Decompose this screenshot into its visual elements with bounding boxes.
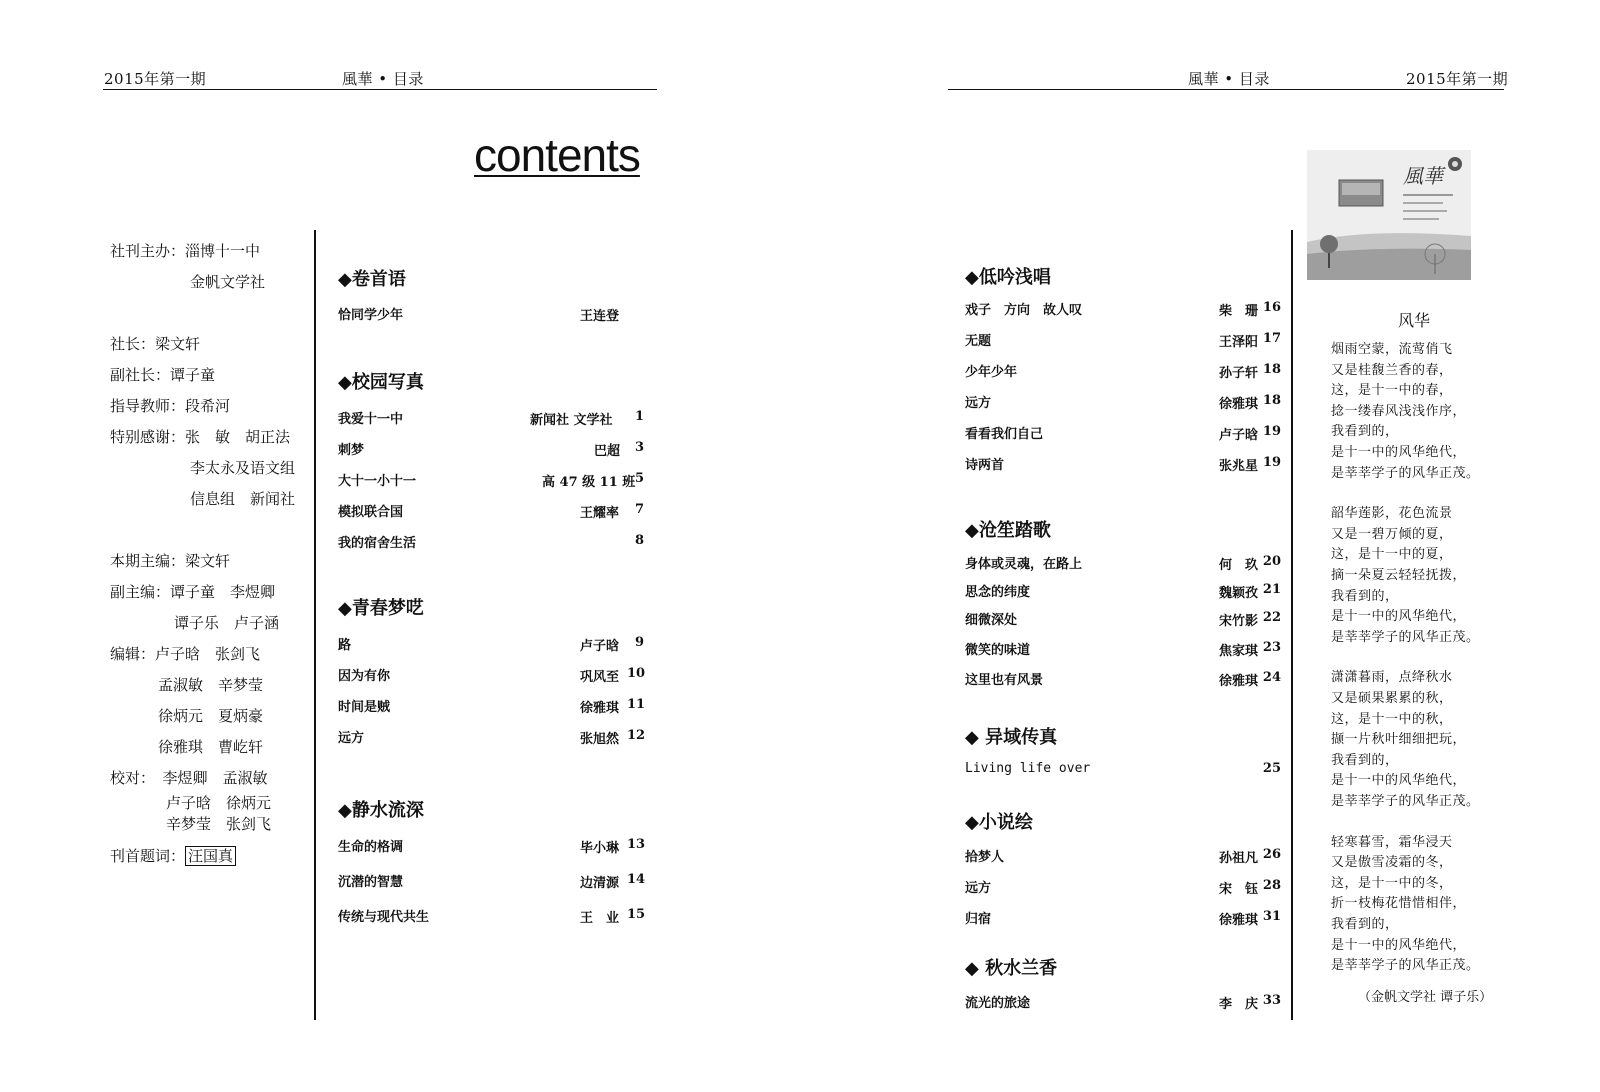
toc-entry-page: 3 — [634, 440, 644, 455]
staff-line: 孟淑敏 辛梦莹 — [158, 676, 264, 694]
toc-entry-page: 26 — [1262, 847, 1281, 862]
right-header-issue: 2015年第一期 — [1406, 70, 1509, 88]
toc-entry-author: 徐雅琪 — [1219, 913, 1259, 928]
staff-line: 卢子晗 徐炳元 — [166, 794, 272, 812]
poem-line: 是莘莘学子的风华正茂。 — [1331, 794, 1480, 809]
staff-line: 校对： 李煜卿 孟淑敏 — [110, 769, 268, 787]
toc-entry-author: 何 玖 — [1219, 558, 1259, 573]
toc-entry-title[interactable]: 细微深处 — [965, 613, 1018, 628]
right-header-rule — [948, 89, 1504, 90]
inscription-line — [110, 845, 236, 866]
poem-line: 是莘莘学子的风华正茂。 — [1331, 958, 1480, 974]
toc-entry-page: 21 — [1262, 582, 1281, 597]
toc-entry-title[interactable]: 生命的格调 — [338, 840, 404, 855]
section-heading: ◆ 秋水兰香 — [965, 958, 1058, 979]
poem-line: 我看到的， — [1331, 588, 1399, 604]
toc-entry-author: 孙祖凡 — [1219, 851, 1259, 866]
toc-entry-title[interactable]: 沉潜的智慧 — [338, 875, 404, 890]
toc-entry-title[interactable]: 因为有你 — [338, 669, 391, 684]
toc-entry-author: 张旭然 — [580, 732, 620, 747]
toc-entry-author: 柴 珊 — [1219, 304, 1259, 319]
toc-entry-page: 14 — [627, 872, 646, 887]
toc-entry-page: 7 — [634, 502, 644, 517]
toc-entry-author: 王泽阳 — [1219, 335, 1259, 350]
staff-line: 本期主编：梁文轩 — [110, 552, 231, 570]
toc-entry-author: 巩风至 — [580, 670, 620, 685]
staff-line: 社刊主办：淄博十一中 — [110, 242, 261, 260]
poem-line: 这，是十一中的冬， — [1331, 875, 1453, 891]
poem-line: 是十一中的风华绝代， — [1331, 773, 1467, 789]
staff-line: 金帆文学社 — [190, 273, 266, 291]
poem-line: 又是一碧万倾的夏， — [1331, 526, 1453, 542]
toc-entry-author: 张兆星 — [1219, 459, 1259, 474]
toc-entry-title[interactable]: 流光的旅途 — [965, 996, 1031, 1011]
toc-entry-author: 高 47 级 11 班 — [542, 475, 636, 490]
toc-entry-title[interactable]: 刺梦 — [338, 443, 365, 458]
toc-entry-title[interactable]: 这里也有风景 — [965, 673, 1044, 688]
toc-entry-author: 王 业 — [580, 911, 620, 926]
poem-line: 潇潇暮雨，点绛秋水 — [1331, 670, 1453, 686]
toc-entry-page: 1 — [634, 409, 644, 424]
toc-entry-author: 焦家琪 — [1219, 644, 1259, 659]
cover-title: 風華 — [1403, 164, 1443, 188]
poem-line: 轻寒暮雪，霜华浸天 — [1331, 834, 1453, 850]
toc-entry-author: 宋 钰 — [1219, 882, 1259, 897]
poem-line: 这，是十一中的夏， — [1331, 547, 1453, 563]
toc-entry-page: 18 — [1262, 362, 1281, 377]
toc-entry-title[interactable]: 看看我们自己 — [965, 427, 1044, 442]
staff-line: 指导教师：段希河 — [110, 397, 231, 415]
toc-entry-page: 16 — [1262, 300, 1281, 315]
toc-entry-page: 19 — [1262, 455, 1281, 470]
poem-line: 我看到的， — [1331, 752, 1399, 768]
staff-line: 特别感谢：张 敏 胡正法 — [110, 428, 291, 446]
toc-entry-title[interactable]: 少年少年 — [965, 365, 1018, 380]
poem-line: 又是硕果累累的秋， — [1331, 691, 1453, 706]
section-heading: ◆低吟浅唱 — [965, 267, 1051, 288]
poem-line: 又是桂馥兰香的春， — [1331, 362, 1453, 378]
toc-entry-page: 19 — [1262, 424, 1281, 439]
toc-entry-title[interactable]: 微笑的味道 — [965, 643, 1031, 658]
section-heading: ◆小说绘 — [965, 812, 1033, 833]
right-header-title: 風華 • 目录 — [1188, 70, 1270, 88]
toc-entry-page: 33 — [1262, 993, 1281, 1008]
poem-line: 摘一朵夏云轻轻抚拨， — [1331, 568, 1467, 583]
poem-line: 又是傲雪凌霜的冬， — [1331, 855, 1453, 871]
staff-line: 辛梦莹 张剑飞 — [166, 815, 272, 833]
toc-entry-page: 17 — [1262, 331, 1281, 346]
staff-line: 徐雅琪 曹屹轩 — [158, 738, 264, 756]
toc-entry-author: 宋竹影 — [1219, 614, 1259, 629]
toc-entry-author: 李 庆 — [1219, 997, 1259, 1012]
toc-entry-page: 15 — [627, 907, 646, 922]
toc-entry-title[interactable]: 传统与现代共生 — [338, 910, 430, 925]
poem-line: 是莘莘学子的风华正茂。 — [1331, 465, 1480, 481]
toc-entry-title[interactable]: 路 — [338, 638, 352, 653]
toc-entry-page: 22 — [1262, 610, 1281, 625]
toc-entry-title[interactable]: 归宿 — [965, 912, 992, 927]
toc-entry-title[interactable]: 无题 — [965, 334, 992, 349]
toc-entry-author: 王连登 — [580, 309, 620, 324]
section-heading: ◆ 异域传真 — [965, 727, 1058, 748]
cover-thumbnail-image — [1307, 150, 1471, 280]
staff-line: 副社长：谭子童 — [110, 366, 216, 384]
poem-line: 折一枝梅花惜惜相伴， — [1331, 896, 1467, 912]
toc-entry-title[interactable]: 拾梦人 — [965, 850, 1005, 865]
left-header-title: 風華 • 目录 — [342, 70, 424, 88]
poem-line: 是莘莘学子的风华正茂。 — [1331, 629, 1480, 645]
toc-entry-author: 王耀率 — [580, 506, 620, 521]
poem-line: 韶华莲影，花色流景 — [1331, 506, 1453, 522]
section-heading: ◆青春梦呓 — [338, 598, 424, 619]
staff-line: 社长：梁文轩 — [110, 335, 201, 353]
staff-line: 副主编：谭子童 李煜卿 — [110, 583, 276, 601]
toc-entry-author: 徐雅琪 — [1219, 674, 1259, 689]
toc-entry-title[interactable]: 我爱十一中 — [338, 412, 404, 427]
toc-entry-author: 卢子晗 — [580, 639, 620, 654]
poem-line: 我看到的， — [1331, 424, 1399, 440]
toc-entry-author: 徐雅琪 — [580, 701, 620, 716]
toc-entry-title[interactable]: 思念的纬度 — [965, 585, 1031, 600]
staff-line: 信息组 新闻社 — [190, 490, 296, 508]
toc-entry-page: 24 — [1262, 670, 1281, 685]
toc-entry-title[interactable]: 远方 — [965, 881, 992, 896]
right-column-divider — [1291, 230, 1293, 1020]
toc-entry-author: 新闻社 文学社 — [530, 413, 613, 428]
poem-line: 这，是十一中的秋， — [1331, 711, 1453, 727]
inscription-label: 刊首题词： — [110, 847, 186, 865]
poem-line: 是十一中的风华绝代， — [1331, 445, 1467, 460]
toc-entry-author: 巴超 — [594, 444, 621, 459]
poem-line: 我看到的， — [1331, 917, 1399, 932]
section-heading: ◆静水流深 — [338, 800, 424, 821]
toc-entry-author: 毕小琳 — [580, 841, 620, 856]
toc-entry-page: 13 — [627, 837, 646, 852]
toc-entry-page: 20 — [1262, 554, 1281, 569]
toc-entry-title[interactable]: 我的宿舍生活 — [338, 536, 417, 551]
toc-entry-title[interactable]: 大十一小十一 — [338, 474, 417, 489]
toc-entry-author: 边清源 — [580, 876, 620, 891]
toc-entry-title[interactable]: 戏子 方向 故人叹 — [965, 303, 1083, 318]
staff-line: 编辑：卢子晗 张剑飞 — [110, 645, 261, 663]
toc-entry-page: 10 — [627, 666, 646, 681]
staff-line: 谭子乐 卢子涵 — [174, 614, 280, 632]
poem-line: 这，是十一中的春， — [1331, 383, 1453, 399]
section-heading: ◆卷首语 — [338, 269, 406, 290]
poem-line: 烟雨空蒙，流莺俏飞 — [1331, 342, 1453, 357]
staff-line: 徐炳元 夏炳豪 — [158, 707, 264, 725]
toc-entry-title[interactable]: 远方 — [965, 396, 992, 411]
toc-entry-page: 23 — [1262, 640, 1281, 655]
staff-line: 李太永及语文组 — [190, 459, 296, 477]
poem-line: 是十一中的风华绝代， — [1331, 609, 1467, 625]
toc-entry-title[interactable]: 时间是贼 — [338, 700, 391, 715]
toc-entry-title[interactable]: 诗两首 — [965, 458, 1005, 473]
toc-entry-title[interactable]: 身体或灵魂，在路上 — [965, 557, 1083, 572]
poem-signature: （金帆文学社 谭子乐） — [1358, 990, 1493, 1005]
contents-title: contents — [474, 129, 640, 181]
left-column-divider — [314, 230, 316, 1020]
toc-entry-page: 28 — [1262, 878, 1281, 893]
toc-entry-title[interactable]: Living life over — [965, 761, 1091, 776]
section-heading: ◆校园写真 — [338, 372, 424, 393]
poem-line: 是十一中的风华绝代， — [1331, 937, 1467, 953]
poem-title: 风华 — [1398, 311, 1431, 330]
toc-entry-page: 12 — [627, 728, 646, 743]
toc-entry-page: 11 — [627, 697, 646, 712]
toc-entry-page: 5 — [634, 471, 644, 486]
inscription-name: 汪国真 — [185, 846, 236, 866]
poem-line: 捻一缕春风浅浅作序， — [1331, 403, 1467, 419]
toc-entry-title[interactable]: 模拟联合国 — [338, 505, 404, 520]
left-header-issue: 2015年第一期 — [104, 70, 207, 88]
poem-line: 撷一片秋叶细细把玩， — [1331, 732, 1467, 748]
toc-entry-author: 孙子轩 — [1219, 366, 1259, 381]
toc-entry-title[interactable]: 恰同学少年 — [338, 308, 404, 323]
toc-entry-page: 31 — [1262, 909, 1281, 924]
cover-illustration — [1307, 150, 1471, 280]
toc-entry-page: 8 — [634, 533, 644, 548]
toc-entry-page: 25 — [1262, 761, 1281, 776]
toc-entry-page: 18 — [1262, 393, 1281, 408]
toc-entry-author: 徐雅琪 — [1219, 397, 1259, 412]
left-header-rule — [103, 89, 657, 90]
toc-entry-page: 9 — [634, 635, 644, 650]
toc-entry-author: 卢子晗 — [1219, 428, 1259, 443]
toc-entry-title[interactable]: 远方 — [338, 731, 365, 746]
section-heading: ◆沧笙踏歌 — [965, 520, 1051, 541]
toc-entry-author: 魏颖孜 — [1219, 586, 1259, 601]
